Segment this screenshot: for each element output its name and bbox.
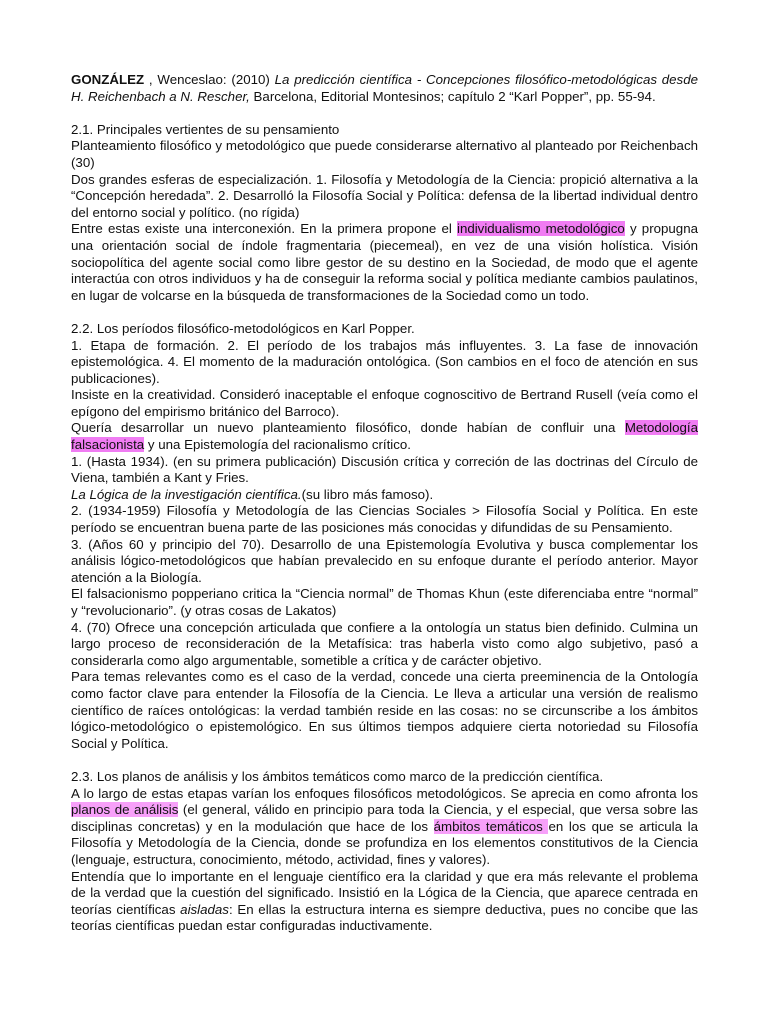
section-2-paragraph-10: Para temas relevantes como es el caso de la verdad, concede una cierta preeminencia de la Ontología como factor clave para entender la Filosofía de la Ciencia. Le lleva a articular una versión de realismo científico de raíces ontológicas: la verdad también reside en las cosas: no se circunscribe a los ámbitos lógico-metodológico o epistemológico. En sus últimos tiempos adquiere cierta notoriedad su Filosofía Social y Política.: [71, 669, 698, 751]
highlight-planos-de-analisis: planos de análisis: [71, 802, 179, 818]
section-1-paragraph-1: Planteamiento filosófico y metodológico que puede considerarse alternativo al planteado por Reichenbach (30): [71, 138, 698, 170]
citation-title: La predicción científica - Concepciones filosófico-metodológicas desde H. Reichenbach a N. Rescher,: [71, 72, 698, 104]
text-run: (su libro más famoso).: [301, 486, 434, 502]
highlight-metodologia-falsacionista: Metodología falsacionista: [71, 420, 698, 453]
section-3-paragraph-2: [71, 869, 698, 935]
text-run: : En ellas la estructura interna es siempre deductiva, pues no concibe que las teorías científicas puedan estar configuradas inductivamente.: [71, 901, 698, 934]
emphasis-aisladas: aisladas: [180, 901, 229, 917]
section-2-paragraph-1: 1. Etapa de formación. 2. El período de los trabajos más influyentes. 3. La fase de innovación epistemológica. 4. El momento de la maduración ontológica. (Son cambios en el foco de atención en sus publicaciones).: [71, 337, 698, 386]
text-run: Entre estas existe una interconexión. En la primera propone el: [71, 221, 457, 237]
section-2-paragraph-8: El falsacionismo popperiano critica la “Ciencia normal” de Thomas Khun (este diferenciaba entre “normal” y “revolucionario”. (y otras cosas de Lakatos): [71, 586, 698, 618]
section-2-heading: 2.2. Los períodos filosófico-metodológicos en Karl Popper.: [71, 320, 415, 336]
text-run: (el general, válido en principio para toda la Ciencia, y el especial, que versa sobre las disciplinas concretas) y en la modulación que hace de los: [71, 802, 698, 834]
highlight-individualismo: individualismo metodológico: [456, 221, 625, 237]
text-run: Quería desarrollar un nuevo planteamiento filosófico, donde habían de confluir una: [71, 420, 625, 436]
citation-publisher: Barcelona, Editorial Montesinos; capítulo 2 “Karl Popper”, pp. 55-94.: [249, 88, 656, 104]
book-title: La Lógica de la investigación científica.: [71, 486, 302, 502]
paragraph-gap: [71, 752, 698, 769]
section-2-paragraph-3: [71, 420, 698, 453]
paragraph-gap: [71, 105, 698, 122]
text-run: A lo largo de estas etapas varían los enfoques filosóficos metodológicos. Se aprecia en como afronta los: [71, 785, 698, 801]
text-run: en los que se articula la Filosofía y Metodología de la Ciencia, donde se profundiza en los elementos constitutivos de la Ciencia (lenguaje, estructura, conocimiento, método, actividad, fines y valores).: [71, 818, 698, 867]
section-2-paragraph-9: 4. (70) Ofrece una concepción articulada que confiere a la ontología un status bien definido. Culmina un largo proceso de reconsideración de la Metafísica: tras haberla visto como algo subjetivo, pasó a considerarla como algo argumentable, sometible a crítica y de carácter objetivo.: [71, 619, 698, 668]
section-1-paragraph-3: [71, 221, 698, 304]
citation-author-rest: , Wenceslao: (2010): [144, 72, 275, 87]
text-run: Entendía que lo importante en el lenguaje científico era la claridad y que era más relevante el problema de la verdad que la cuestión del significado. Insistió en la Lógica de la Ciencia, que aparece centrada en teorías científicas: [71, 868, 698, 917]
section-2-paragraph-7: 3. (Años 60 y principio del 70). Desarrollo de una Epistemología Evolutiva y busca complementar los análisis lógico-metodológicos que habían prevalecido en su enfoque durante el período anterior. Mayor atención a la Biología.: [71, 536, 698, 585]
citation-author: GONZÁLEZ: [71, 72, 145, 87]
section-1-heading: 2.1. Principales vertientes de su pensamiento: [71, 121, 340, 137]
highlight-ambitos-tematicos: ámbitos temáticos: [433, 818, 549, 834]
section-2-paragraph-5: [71, 487, 698, 504]
document-page: [71, 72, 698, 935]
section-3-paragraph-1: [71, 786, 698, 869]
paragraph-gap: [71, 304, 698, 321]
section-2-paragraph-4: 1. (Hasta 1934). (en su primera publicación) Discusión crítica y correción de las doctrinas del Círculo de Viena, también a Kant y Fries.: [71, 453, 698, 486]
text-run: y propugna una orientación social de índole fragmentaria (piecemeal), en vez de una visión holística. Visión sociopolítica del agente social como libre gestor de su destino en la Sociedad, de modo que el agente interactúa con otros individuos y ha de conseguir la reforma social y política mediante cambios paulatinos, en lugar de volcarse en la búsqueda de transformaciones de la Sociedad como un todo.: [71, 221, 698, 303]
section-2-paragraph-2: Insiste en la creatividad. Consideró inaceptable el enfoque cognoscitivo de Bertrand Rusell (veía como el epígono del empirismo británico del Barroco).: [71, 387, 698, 419]
section-3-heading: 2.3. Los planos de análisis y los ámbitos temáticos como marco de la predicción científica.: [71, 768, 604, 784]
text-run: y una Epistemología del racionalismo crítico.: [144, 437, 411, 453]
citation: [71, 72, 698, 105]
section-2-paragraph-6: 2. (1934-1959) Filosofía y Metodología de las Ciencias Sociales > Filosofía Social y Política. En este período se encuentran buena parte de las posiciones más conocidas y difundidas de su Pensamiento.: [71, 503, 698, 536]
section-1-paragraph-2: Dos grandes esferas de especialización. 1. Filosofía y Metodología de la Ciencia: propició alternativa a la “Concepción heredada”. 2. Desarrolló la Filosofía Social y Política: defensa de la libertad individual dentro del entorno social y político. (no rígida): [71, 171, 698, 220]
